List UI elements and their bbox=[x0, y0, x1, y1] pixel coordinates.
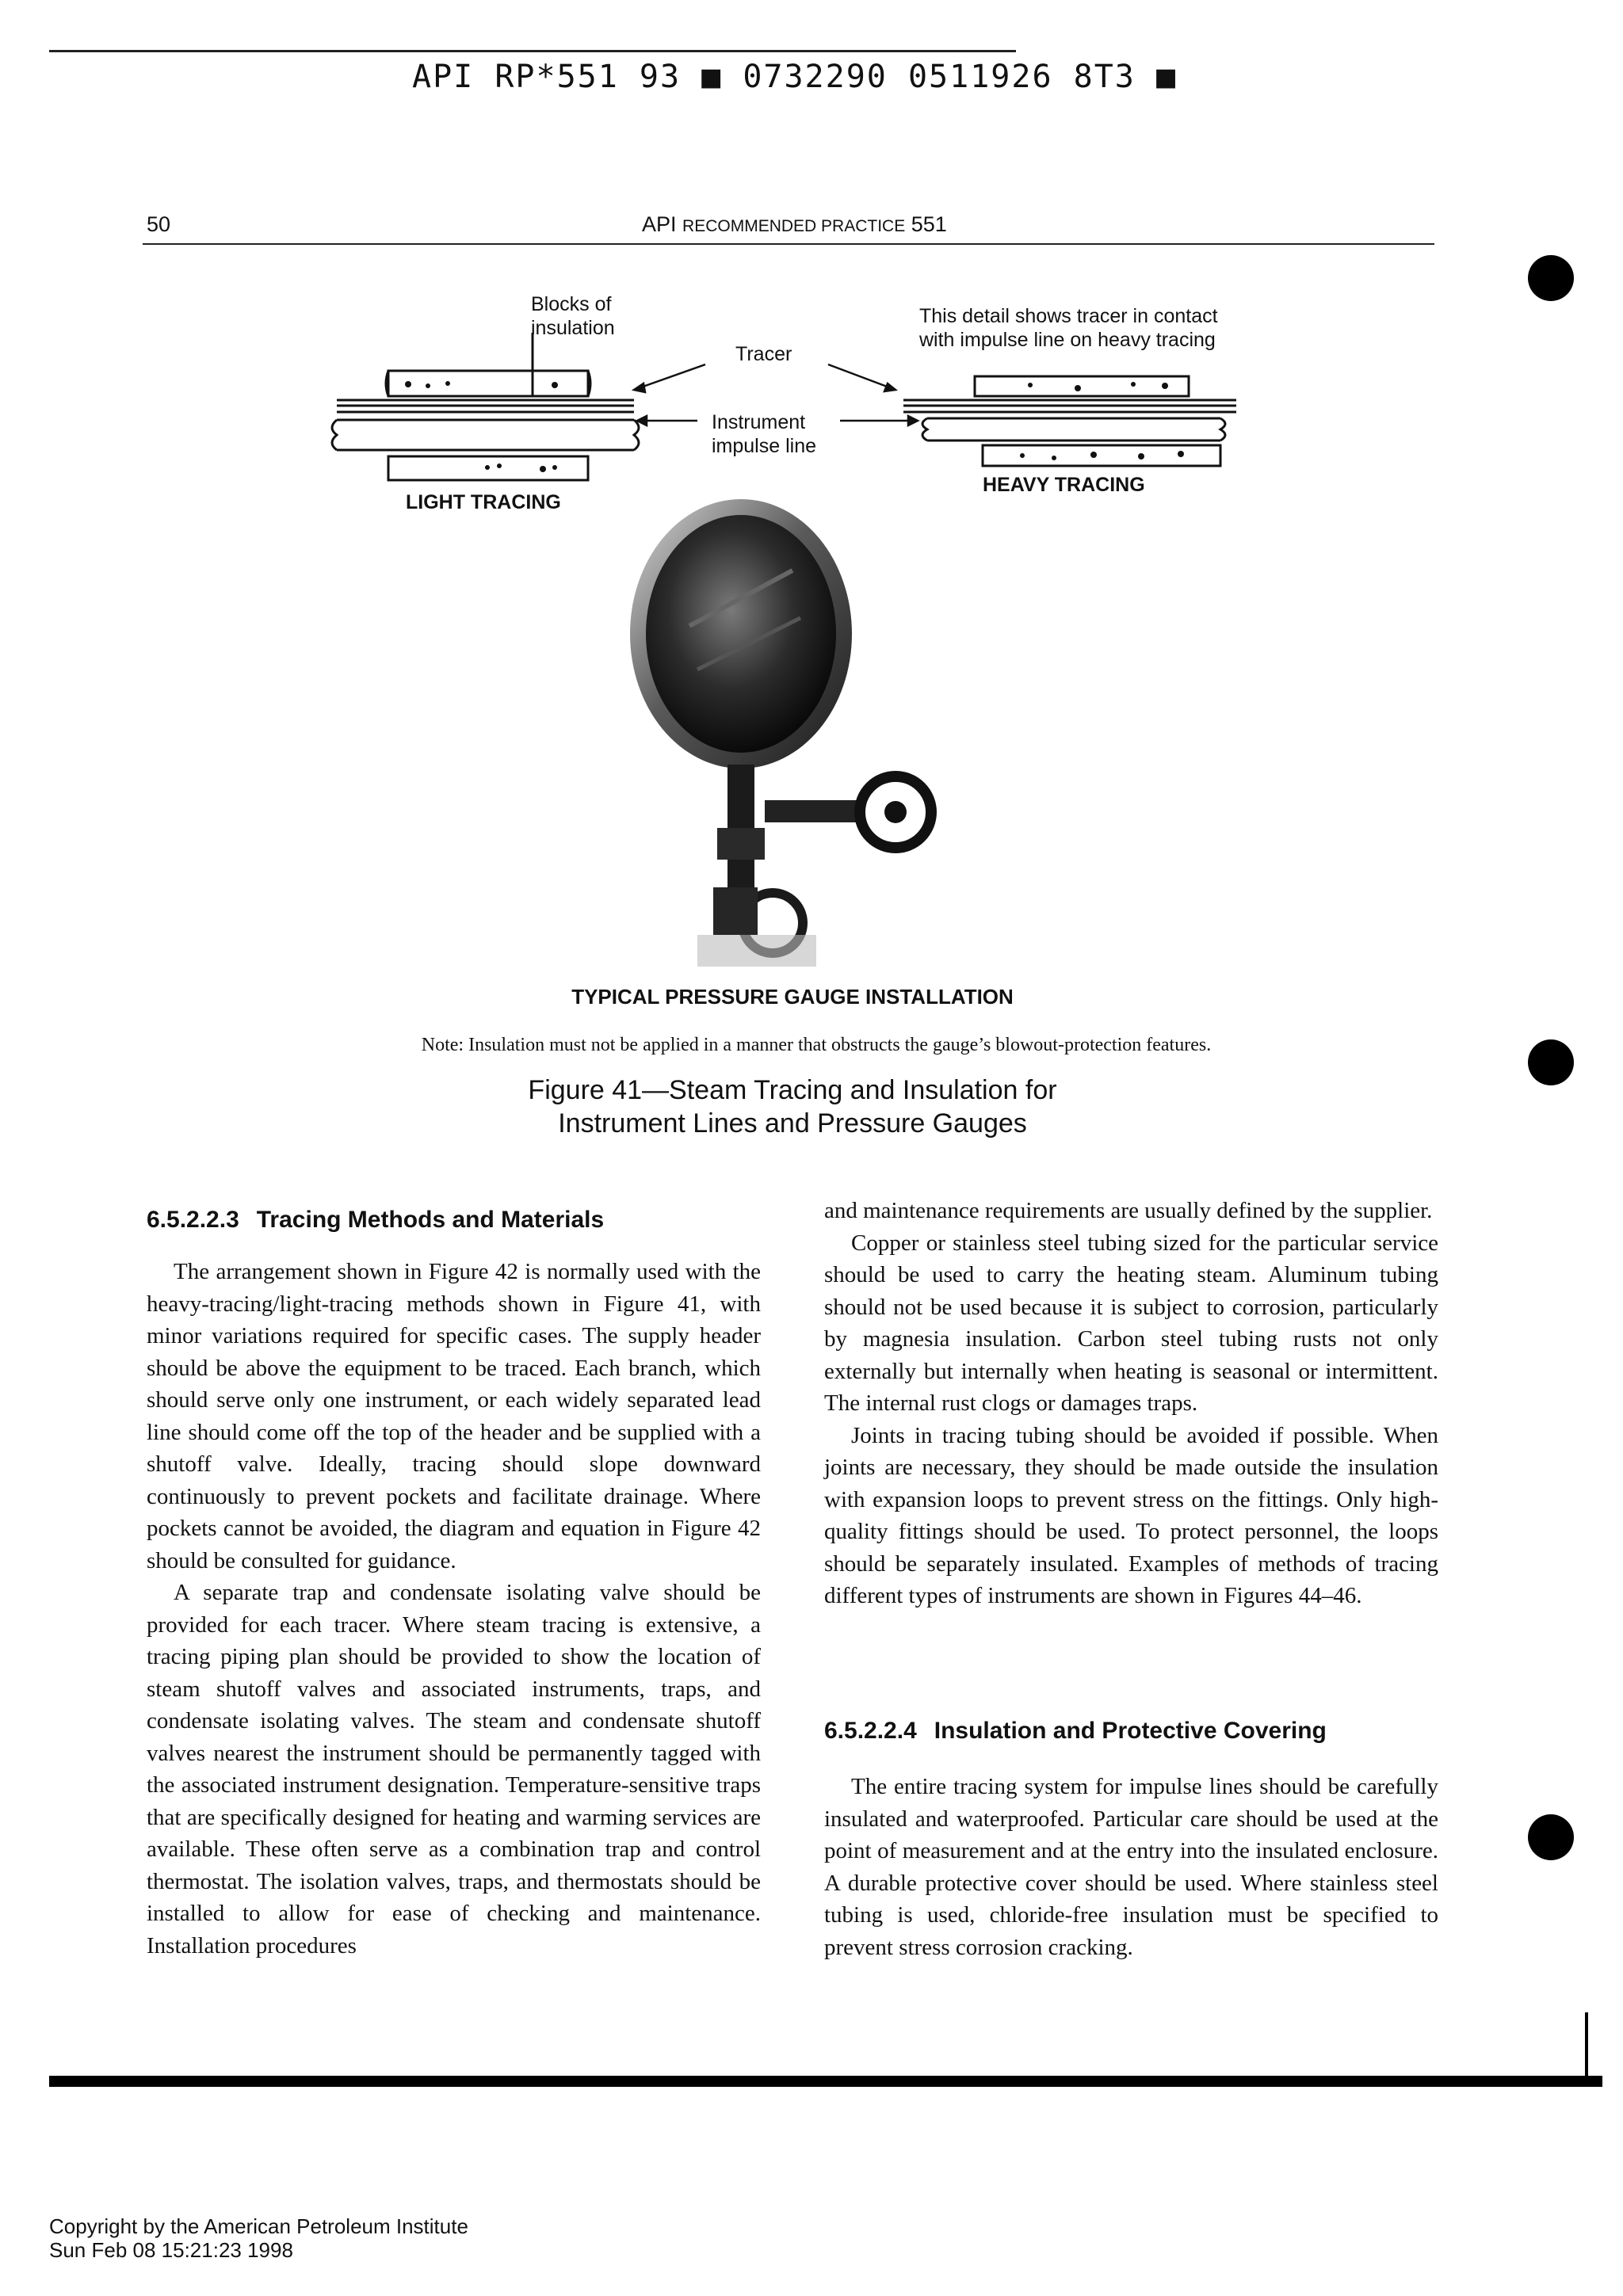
copyright-line1: Copyright by the American Petroleum Institute bbox=[49, 2214, 468, 2238]
section-title: Tracing Methods and Materials bbox=[256, 1207, 605, 1233]
label-instrument: Instrument bbox=[712, 411, 806, 433]
section-title: Insulation and Protective Covering bbox=[934, 1718, 1327, 1744]
punch-hole bbox=[1528, 255, 1574, 301]
paragraph: The arrangement shown in Figure 42 is normally used with the heavy-tracing/light-tracing methods shown in Figure 41, with minor variations required for specific cases. The supply header should be above the equipment to be traced. Each branch, which should serve only one instrument, or each widely separated lead line should come off the top of the header and be supplied with a shutoff valve. Ideally, tracing should slope downward continuously to prevent pockets and facilitate drainage. Where pockets cannot be avoided, the diagram and equation in Figure 42 should be consulted for guidance. bbox=[147, 1259, 761, 1573]
label-heavy-tracing: HEAVY TRACING bbox=[983, 474, 1145, 496]
label-impulse-line: impulse line bbox=[712, 435, 817, 457]
header-rule bbox=[143, 243, 1434, 245]
running-head-small-caps: RECOMMENDED PRACTICE bbox=[682, 217, 906, 235]
heavy-tracing-diagram bbox=[903, 376, 1236, 466]
running-head-suffix: 551 bbox=[905, 212, 947, 236]
label-detail-line2: with impulse line on heavy tracing bbox=[919, 329, 1216, 351]
section-heading-6-5-2-2-4 bbox=[824, 1718, 1327, 1745]
light-tracing-diagram bbox=[332, 333, 639, 480]
running-head bbox=[642, 212, 947, 237]
figure-41-illustration bbox=[0, 261, 1347, 982]
page-number: 50 bbox=[147, 212, 171, 236]
bottom-tick bbox=[1585, 2012, 1588, 2087]
figure-caption bbox=[475, 1074, 1109, 1140]
punch-hole bbox=[1528, 1814, 1574, 1860]
label-blocks-of-insulation-line2: insulation bbox=[531, 317, 615, 339]
top-rule bbox=[49, 50, 1016, 52]
paragraph: Copper or stainless steel tubing sized for the particular service should be used to carry the heating steam. Aluminum tubing should not be used because it is subject to corrosion, particularly by magnesia insulation. Carbon steel tubing rusts not only externally but internally when heating is seasonal or intermittent. The internal rust clogs or damages traps. bbox=[824, 1230, 1438, 1416]
left-column bbox=[147, 1256, 761, 1962]
copyright-notice bbox=[49, 2214, 468, 2262]
right-column bbox=[824, 1195, 1438, 1612]
label-detail-line1: This detail shows tracer in contact bbox=[919, 305, 1218, 327]
document-stamp: API RP*551 93 ■ 0732290 0511926 8T3 ■ bbox=[412, 59, 1178, 95]
section-number: 6.5.2.2.3 bbox=[147, 1207, 239, 1233]
label-light-tracing: LIGHT TRACING bbox=[406, 491, 561, 513]
figure-note: Note: Insulation must not be applied in a manner that obstructs the gauge’s blowout-protection features. bbox=[421, 1035, 1212, 1055]
figure-caption-line1: Figure 41—Steam Tracing and Insulation for bbox=[528, 1075, 1057, 1105]
figure-caption-line2: Instrument Lines and Pressure Gauges bbox=[558, 1108, 1027, 1138]
label-blocks-of-insulation: Blocks of bbox=[531, 293, 612, 315]
paragraph: Joints in tracing tubing should be avoided if possible. When joints are necessary, they should be made outside the insulation with expansion loops to prevent stress on the fittings. Only high-quality fittings should be used. To protect personnel, the loops should be separately insulated. Examples of methods of tracing different types of instruments are shown in Figures 44–46. bbox=[824, 1422, 1438, 1608]
section-heading-6-5-2-2-3 bbox=[147, 1207, 604, 1234]
copyright-line2: Sun Feb 08 15:21:23 1998 bbox=[49, 2238, 293, 2262]
paragraph-continuation: and maintenance requirements are usually defined by the supplier. bbox=[824, 1198, 1433, 1223]
light-tracing-dots bbox=[405, 381, 558, 472]
paragraph: A separate trap and condensate isolating valve should be provided for each tracer. Where steam tracing is extensive, a tracing piping plan should be provided to show the location of steam shutoff valves and associated instruments, traps, and condensate isolating valves. The steam and condensate shutoff valves nearest the instrument should be permanently tagged with the associated instrument designation. Temperature-sensitive traps that are specifically designed for heating and warming services are available. These often serve as a combination trap and control thermostat. The isolation valves, traps, and thermostats should be installed to allow for ease of checking and maintenance. Installation procedures bbox=[147, 1580, 761, 1958]
bottom-rule bbox=[49, 2076, 1602, 2087]
pressure-gauge-photo bbox=[630, 499, 931, 967]
section2-body bbox=[824, 1771, 1438, 1963]
figure-title: TYPICAL PRESSURE GAUGE INSTALLATION bbox=[571, 985, 1014, 1009]
paragraph: The entire tracing system for impulse lines should be carefully insulated and waterproofed. Particular care should be used at the point of measurement and at the entry into the insulated enclosure. A durable protective cover should be used. Where stainless steel tubing is used, chloride-free insulation must be specified to prevent stress corrosion cracking. bbox=[824, 1774, 1438, 1960]
punch-hole bbox=[1528, 1039, 1574, 1085]
label-tracer: Tracer bbox=[735, 343, 792, 365]
section-number: 6.5.2.2.4 bbox=[824, 1718, 917, 1744]
running-head-prefix: API bbox=[642, 212, 683, 236]
heavy-tracing-dots bbox=[1020, 382, 1184, 460]
